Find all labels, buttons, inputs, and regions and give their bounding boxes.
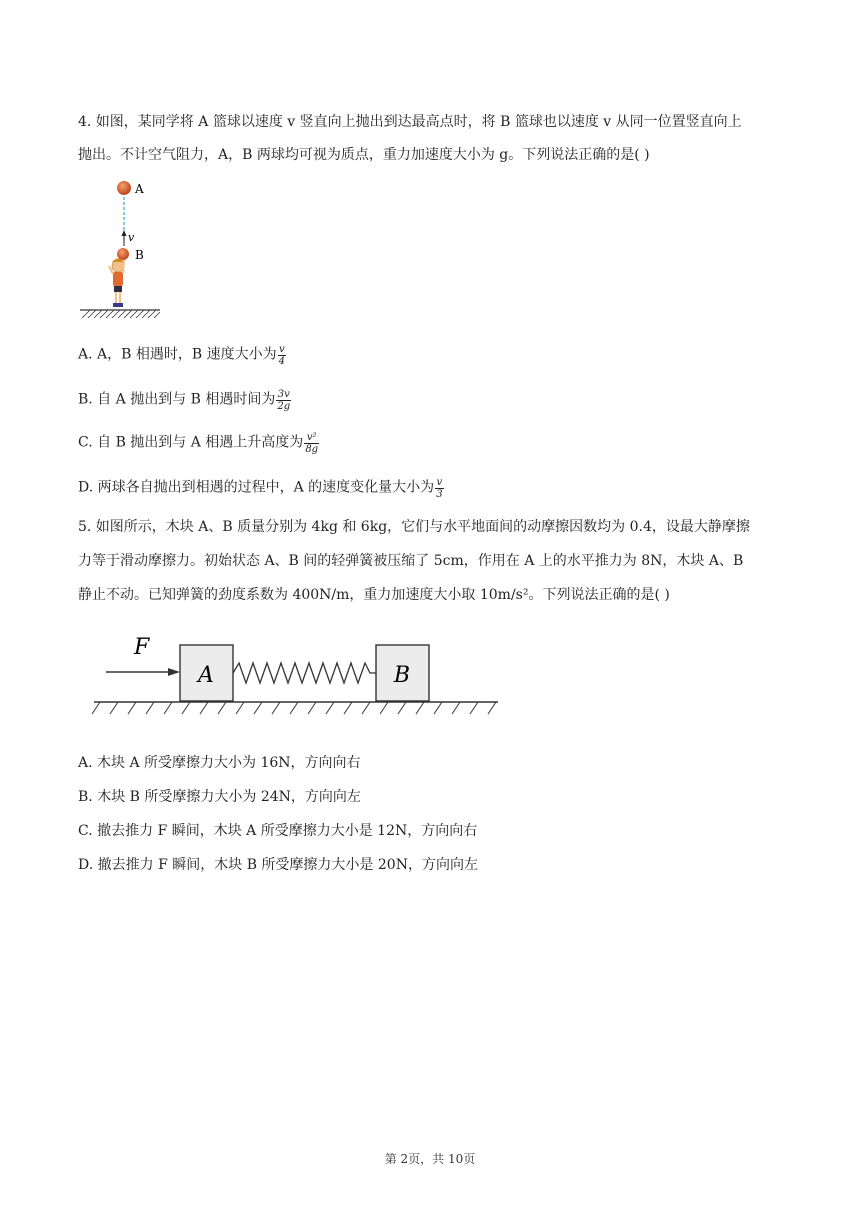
ground-hatch — [82, 310, 160, 318]
q5-stem-line-2: 力等于滑动摩擦力。初始状态 A、B 间的轻弹簧被压缩了 5cm，作用在 A 上的水平推力为 8N，木块 A、B — [78, 553, 744, 569]
q5-stem-line-1: 5. 如图所示，木块 A、B 质量分别为 4kg 和 6kg，它们与水平地面间的动摩擦因数均为 0.4，设最大静摩擦 — [78, 519, 750, 535]
q4-stem-line-2: 抛出。不计空气阻力，A，B 两球均可视为质点，重力加速度大小为 g。下列说法正确的是( ) — [78, 147, 650, 163]
q4-option-b: B. 自 A 抛出到与 B 相遇时间为 $\frac{3v}{2g}$ — [78, 389, 291, 412]
q4-figure — [78, 176, 168, 324]
label-b: B — [135, 248, 144, 262]
label-a: A — [135, 182, 144, 196]
q5-option-d: D. 撤去推力 F 瞬间，木块 B 所受摩擦力大小是 20N，方向向左 — [78, 857, 478, 873]
label-f: F — [134, 635, 150, 660]
q4-option-a: A. A，B 相遇时，B 速度大小为 $\frac{v}{4}$ — [78, 344, 285, 367]
q4-option-d: D. 两球各自抛出到相遇的过程中，A 的速度变化量大小为 $\frac{v}{3}$ — [78, 477, 443, 500]
spring — [233, 663, 376, 683]
q5-option-c: C. 撤去推力 F 瞬间，木块 A 所受摩擦力大小是 12N，方向向右 — [78, 823, 478, 839]
ball-a — [117, 181, 131, 195]
label-v: v — [128, 231, 135, 244]
q4-option-c: C. 自 B 抛出到与 A 相遇上升高度为 $\frac{\text{v²}}{8g}$ — [78, 432, 319, 455]
q5-option-b: B. 木块 B 所受摩擦力大小为 24N，方向向左 — [78, 789, 361, 805]
floor-hatch — [92, 702, 496, 714]
force-arrow-head-icon — [168, 668, 180, 676]
block-b-label: B — [393, 663, 411, 688]
q5-option-a: A. 木块 A 所受摩擦力大小为 16N，方向向右 — [78, 755, 361, 771]
q4-stem-line-1: 4. 如图，某同学将 A 篮球以速度 v 竖直向上抛出到达最高点时，将 B 篮球也以速度 v 从同一位置竖直向上 — [78, 114, 742, 130]
q5-figure — [90, 632, 505, 722]
block-a-label: A — [198, 663, 214, 688]
ball-b — [117, 248, 129, 260]
page-footer: 第 2页，共 10页 — [384, 1152, 476, 1166]
q5-stem-line-3: 静止不动。已知弹簧的劲度系数为 400N/m，重力加速度大小取 10m/s²。下列说法正确的是( ) — [78, 587, 670, 603]
student-figure — [109, 259, 124, 308]
arrow-head-icon — [122, 230, 127, 236]
